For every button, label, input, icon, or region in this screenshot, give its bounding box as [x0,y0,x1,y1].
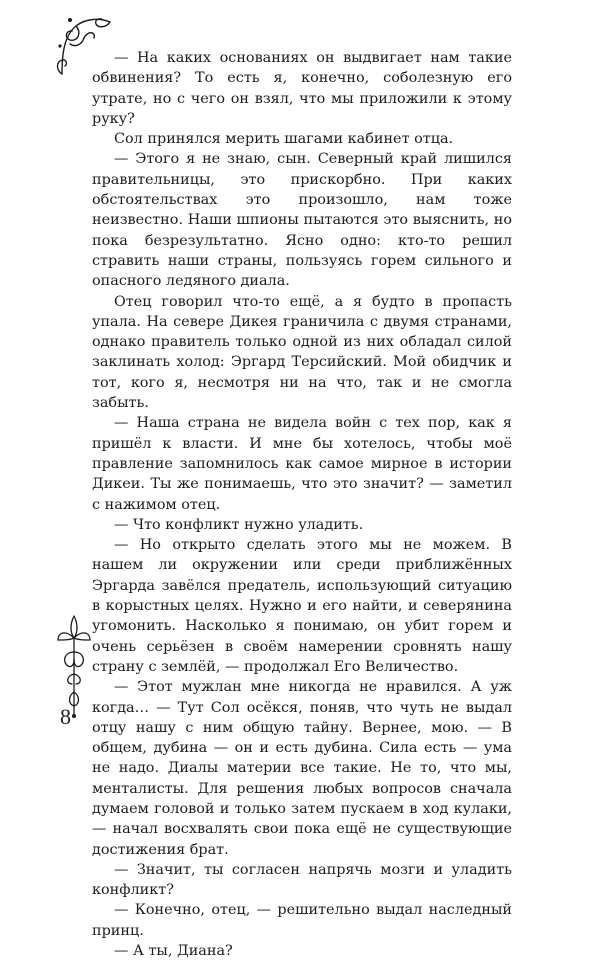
paragraph: — Что конфликт нужно уладить. [114,516,364,533]
paragraph: Отец говорил что-то ещё, а я будто в пропасть упала. На севере Дикея граничила с двумя странами, однако правитель только одной из них обладал силой заклинать холод: Эргард Терсийский. Мой обидчик и тот, кого я, несмотря ни на что, так и не смогла забыть. [92,293,512,412]
paragraph: Сол принялся мерить шагами кабинет отца. [114,131,454,148]
paragraph: — Конечно, отец, — решительно выдал наследный принц. [92,902,512,939]
body-text [92,48,512,961]
paragraph: — Но открыто сделать этого мы не можем. В нашем ли окружении или среди приближённых Эргарда завёлся предатель, использующий ситуацию в корыстных целях. Нужно и его найти, и северянина угомонить. Насколько я понимаю, он убит горем и очень серьёзен в своём намерении сровнять нашу страну с землёй, — продолжал Его Величество. [92,537,512,675]
paragraph: — Значит, ты согласен напрячь мозги и уладить конфликт? [92,861,512,899]
page-number: 8 [60,704,71,729]
paragraph: — Этот мужлан мне никогда не нравился. А уж когда… — Тут Сол осёкся, поняв, что чуть не выдал отцу нашу с ним общую тайну. Вернее, мою. — В общем, дубина — он и есть дубина. Сила есть — ума не надо. Диалы материи все такие. Не то, что мы, менталисты. Для решения любых вопросов сначала думаем головой и только затем пускаем в ход кулаки, — начал восхвалять свои пока ещё не существующие достижения брат. [92,679,512,858]
paragraph: — Этого я не знаю, сын. Северный край лишился правительницы, это прискорбно. При каких обстоятельствах это произошло, нам тоже неизвестно. Наши шпионы пытаются это выяснить, но пока безрезультатно. Ясно одно: кто-то решил стравить наши страны, пользуясь горем сильного и опасного ледяного диала. [92,151,512,290]
paragraph: — Наша страна не видела войн с тех пор, как я пришёл к власти. И мне бы хотелось, чтобы моё правление запомнилось как самое мирное в истории Дикеи. Ты же понимаешь, что это значит? — заметил с нажимом отец. [92,415,512,513]
paragraph: — А ты, Диана? [114,943,233,960]
paragraph: — На каких основаниях он выдвигает нам такие обвинения? То есть я, конечно, соболезную его утрате, но с чего он взял, что мы приложили к этому руку? [92,50,512,127]
